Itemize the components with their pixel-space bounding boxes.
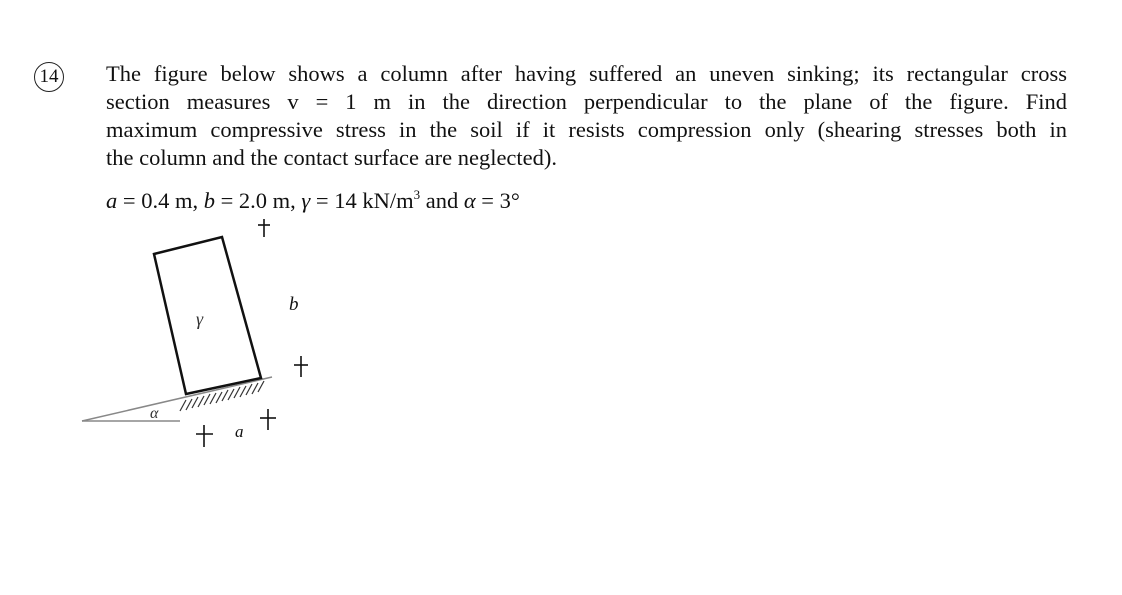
given-alpha-value: = 3° (475, 188, 520, 213)
statement-line-3: maximum compressive stress in the soil if it resists compression only (shearing stresses both in (106, 117, 1067, 142)
alpha-angle-label: α (150, 405, 159, 422)
cross-mark-bottom-right (260, 409, 276, 430)
given-gamma-value: = 14 kN/m (310, 188, 414, 213)
dimension-marks (196, 219, 308, 447)
given-a-value: = 0.4 m, (117, 188, 204, 213)
given-gamma-exponent: 3 (413, 187, 421, 202)
b-dimension-label: b (289, 294, 299, 315)
statement-line-4: the column and the contact surface are neglected). (106, 145, 558, 170)
gamma-label: γ (196, 309, 204, 329)
column-outline (154, 237, 261, 394)
given-gamma-symbol: γ (301, 188, 311, 213)
cross-mark-bottom-left (196, 425, 213, 447)
given-a-symbol: a (106, 188, 118, 213)
given-and: and (420, 188, 464, 213)
statement-line-2: section measures v = 1 m in the direction perpendicular to the plane of the figure. Find (106, 89, 1067, 114)
inclined-ground-line (82, 377, 272, 421)
cross-mark-right (294, 356, 308, 377)
statement-line-1: The figure below shows a column after having suffered an uneven sinking; its rectangular cross (106, 61, 1067, 86)
cross-mark-top (258, 219, 270, 237)
given-b-value: = 2.0 m, (214, 188, 302, 213)
given-alpha-symbol: α (463, 188, 476, 213)
problem-number: 14 (39, 66, 59, 87)
a-dimension-label: a (235, 422, 244, 441)
given-b-symbol: b (203, 188, 215, 213)
